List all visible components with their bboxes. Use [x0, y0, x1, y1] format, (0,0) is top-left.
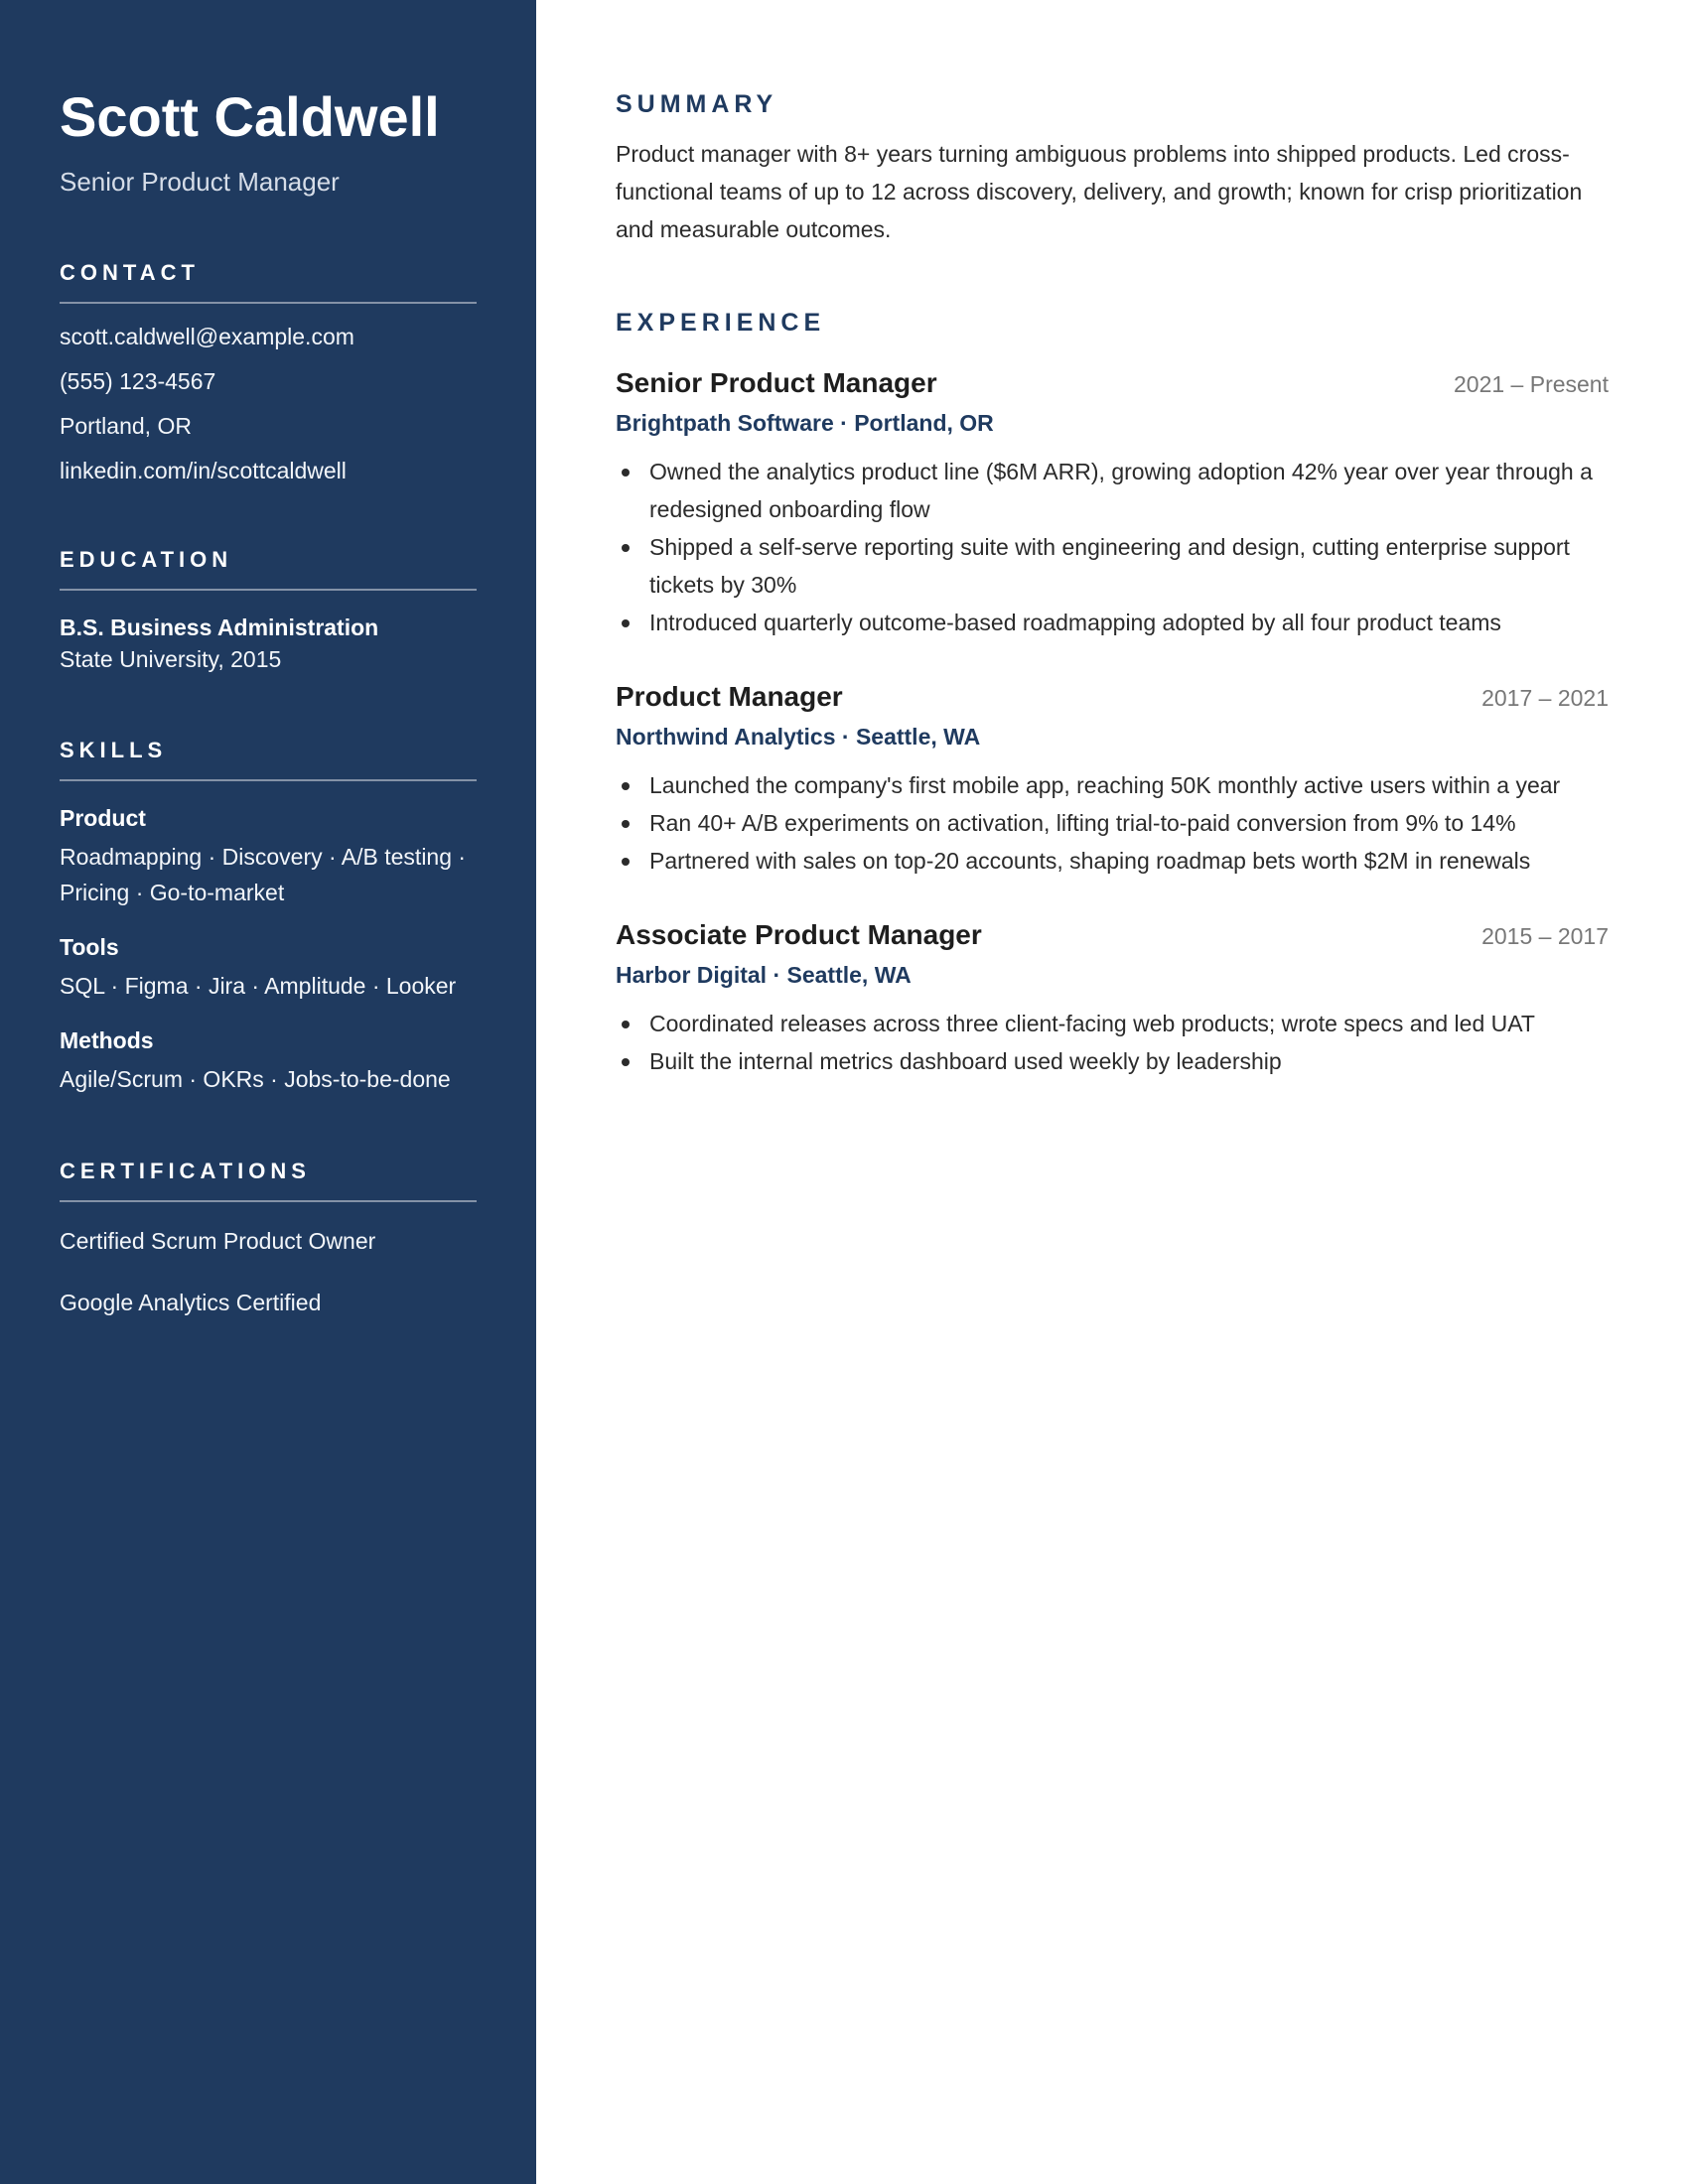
skill-group-label: Methods [60, 1027, 154, 1053]
sidebar [0, 0, 536, 2184]
job-bullets [616, 766, 1609, 880]
job-title: Product Manager [616, 681, 843, 712]
job-bullet [616, 528, 1609, 604]
job-entry [616, 917, 1609, 1080]
job-dates: 2021 – Present [1453, 371, 1609, 397]
skill-group-items: Agile/Scrum · OKRs · Jobs-to-be-done [60, 1066, 451, 1092]
skill-group-items: Roadmapping · Discovery · A/B testing · Pricing · Go-to-market [60, 844, 467, 905]
experience-heading: EXPERIENCE [616, 309, 826, 337]
certifications-section [60, 1157, 477, 1317]
job-bullet [616, 604, 1609, 641]
job-company: Brightpath Software · Portland, OR [616, 410, 994, 436]
contact-phone[interactable]: (555) 123-4567 [60, 368, 216, 394]
experience-section [616, 306, 1609, 1080]
job-header [616, 365, 1609, 401]
job-bullet [616, 804, 1609, 842]
summary-text: Product manager with 8+ years turning ambiguous problems into shipped products. Led cross-functional teams of up to 12 across discovery, delivery, and growth; known for crisp prioritization and measurable outcomes. [616, 141, 1583, 242]
education-degree: B.S. Business Administration [60, 614, 379, 640]
certifications-list [60, 1202, 477, 1317]
certifications-heading: CERTIFICATIONS [60, 1157, 477, 1202]
job-title: Associate Product Manager [616, 919, 982, 950]
job-bullet-text: Ran 40+ A/B experiments on activation, lifting trial-to-paid conversion from 9% to 14% [649, 810, 1516, 836]
education-heading: EDUCATION [60, 545, 477, 591]
summary-section [616, 87, 1609, 248]
job-bullet-text: Shipped a self-serve reporting suite with engineering and design, cutting enterprise support tickets by 30% [649, 534, 1570, 598]
bullet-icon [616, 453, 649, 528]
bullet-icon [616, 804, 649, 842]
job-entry [616, 679, 1609, 880]
contact-list [60, 304, 477, 485]
job-bullet-text: Partnered with sales on top-20 accounts, shaping roadmap bets worth $2M in renewals [649, 848, 1531, 874]
bullet-icon [616, 528, 649, 604]
contact-section [60, 258, 477, 485]
skill-group-label: Tools [60, 934, 119, 960]
bullet-icon [616, 842, 649, 880]
bullet-icon [616, 1005, 649, 1042]
job-company: Harbor Digital · Seattle, WA [616, 962, 912, 988]
candidate-name: Scott Caldwell [60, 85, 440, 148]
job-bullets [616, 1005, 1609, 1080]
contact-email[interactable]: scott.caldwell@example.com [60, 324, 354, 349]
job-title: Senior Product Manager [616, 367, 937, 398]
main-content [616, 87, 1609, 1080]
contact-location: Portland, OR [60, 413, 192, 439]
contact-heading: CONTACT [60, 258, 477, 304]
summary-heading: SUMMARY [616, 90, 778, 118]
job-bullet [616, 766, 1609, 804]
job-bullet [616, 1042, 1609, 1080]
job-bullet [616, 453, 1609, 528]
bullet-icon [616, 1042, 649, 1080]
job-entry [616, 365, 1609, 641]
job-bullet [616, 842, 1609, 880]
job-bullets [616, 453, 1609, 641]
skill-group-tools [60, 932, 477, 1004]
job-dates: 2015 – 2017 [1481, 923, 1609, 949]
certification-item: Certified Scrum Product Owner [60, 1228, 376, 1254]
skill-group-product [60, 803, 477, 910]
job-header [616, 679, 1609, 715]
job-dates: 2017 – 2021 [1481, 685, 1609, 711]
education-school: State University, 2015 [60, 646, 282, 672]
skills-heading: SKILLS [60, 736, 477, 781]
education-section [60, 545, 477, 676]
job-bullet-text: Coordinated releases across three client-facing web products; wrote specs and led UAT [649, 1011, 1535, 1036]
contact-linkedin[interactable]: linkedin.com/in/scottcaldwell [60, 458, 347, 483]
bullet-icon [616, 766, 649, 804]
certification-item: Google Analytics Certified [60, 1290, 322, 1315]
job-bullet-text: Built the internal metrics dashboard used weekly by leadership [649, 1048, 1282, 1074]
job-company: Northwind Analytics · Seattle, WA [616, 724, 981, 750]
skill-group-items: SQL · Figma · Jira · Amplitude · Looker [60, 973, 457, 999]
job-bullet-text: Introduced quarterly outcome-based roadmapping adopted by all four product teams [649, 610, 1501, 635]
job-header [616, 917, 1609, 953]
bullet-icon [616, 604, 649, 641]
skills-section [60, 736, 477, 1097]
candidate-role: Senior Product Manager [60, 167, 340, 197]
skill-group-label: Product [60, 805, 146, 831]
job-bullet-text: Owned the analytics product line ($6M ARR), growing adoption 42% year over year through a redesigned onboarding flow [649, 459, 1593, 522]
job-bullet [616, 1005, 1609, 1042]
skill-group-methods [60, 1025, 477, 1097]
job-bullet-text: Launched the company's first mobile app, reaching 50K monthly active users within a year [649, 772, 1561, 798]
